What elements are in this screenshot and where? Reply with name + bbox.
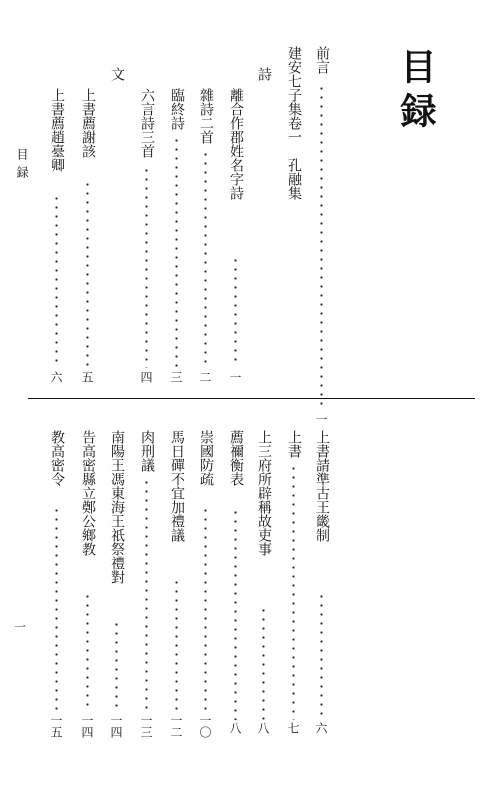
leader-dots: [55, 506, 58, 710]
leader-dots: [145, 478, 148, 710]
toc-entry-label: 崇國防疏: [198, 430, 214, 486]
toc-entry-page: 一五: [49, 714, 63, 738]
toc-entry-label: 告高密縣立鄭公鄉教: [80, 430, 96, 556]
toc-entry-label: 教高密令: [49, 430, 65, 486]
toc-entry-label: 離合作郡姓名字詩: [228, 88, 244, 200]
toc-entry-label: 馬日磾不宜加禮議: [169, 430, 185, 542]
toc-entry-label: 上書薦趙臺卿: [49, 88, 65, 172]
leader-dots: [115, 620, 118, 710]
toc-entry-page: 一四: [109, 714, 123, 738]
section-heading-poems: 詩: [256, 67, 272, 81]
toc-entry-page: 六: [314, 722, 328, 734]
leader-dots: [204, 150, 207, 368]
leader-dots: [86, 592, 89, 710]
page-title: 目録: [395, 48, 437, 136]
leader-dots: [175, 136, 178, 368]
toc-entry-page: 八: [228, 722, 242, 734]
toc-entry-label: 薦禰衡表: [228, 430, 244, 486]
toc-entry-page: 一: [228, 371, 242, 383]
toc-entry-page: 一三: [139, 714, 153, 738]
leader-dots: [145, 166, 148, 368]
leader-dots: [292, 464, 295, 720]
leader-dots: [204, 506, 207, 710]
leader-dots: [320, 84, 323, 409]
leader-dots: [234, 256, 237, 365]
leader-dots: [262, 606, 265, 720]
toc-entry-label: 六言詩三首: [139, 88, 155, 158]
toc-entry-label: 肉刑議: [139, 430, 155, 472]
toc-entry-page: 七: [286, 722, 300, 734]
toc-entry-page: 八: [256, 722, 270, 734]
leader-dots: [175, 578, 178, 710]
toc-entry-page: 一: [314, 413, 328, 425]
toc-entry-label: 南陽王馮東海王祇祭禮對: [109, 430, 125, 584]
toc-entry-page: 三: [169, 371, 183, 383]
toc-entry-label: 臨終詩: [169, 88, 185, 130]
folio-number: 一: [14, 620, 27, 634]
toc-entry-page: 二: [198, 371, 212, 383]
toc-entry-page: 五: [80, 371, 94, 383]
toc-entry-label: 上書: [286, 430, 302, 458]
block-divider: [28, 398, 475, 399]
toc-entry-page: 一四: [80, 714, 94, 738]
toc-entry-page: 一〇: [198, 714, 212, 738]
book-heading: 建安七子集卷一 孔融集: [286, 46, 302, 200]
toc-entry-label: 上三府所辟稱故吏事: [256, 430, 272, 556]
toc-entry-label: 前言: [314, 46, 330, 74]
section-heading-prose: 文: [109, 67, 125, 81]
toc-entry-page: 六: [49, 371, 63, 383]
leader-dots: [320, 592, 323, 720]
toc-entry-page: 一二: [169, 714, 183, 738]
toc-entry-label: 上書薦謝該: [80, 88, 96, 158]
toc-entry-label: 雜詩二首: [198, 88, 214, 144]
leader-dots: [86, 180, 89, 368]
leader-dots: [55, 194, 58, 368]
toc-entry-label: 上書請準古王畿制: [314, 430, 330, 542]
margin-running-head: 目録: [15, 148, 29, 184]
leader-dots: [234, 508, 237, 720]
toc-entry-page: 四: [139, 371, 153, 383]
